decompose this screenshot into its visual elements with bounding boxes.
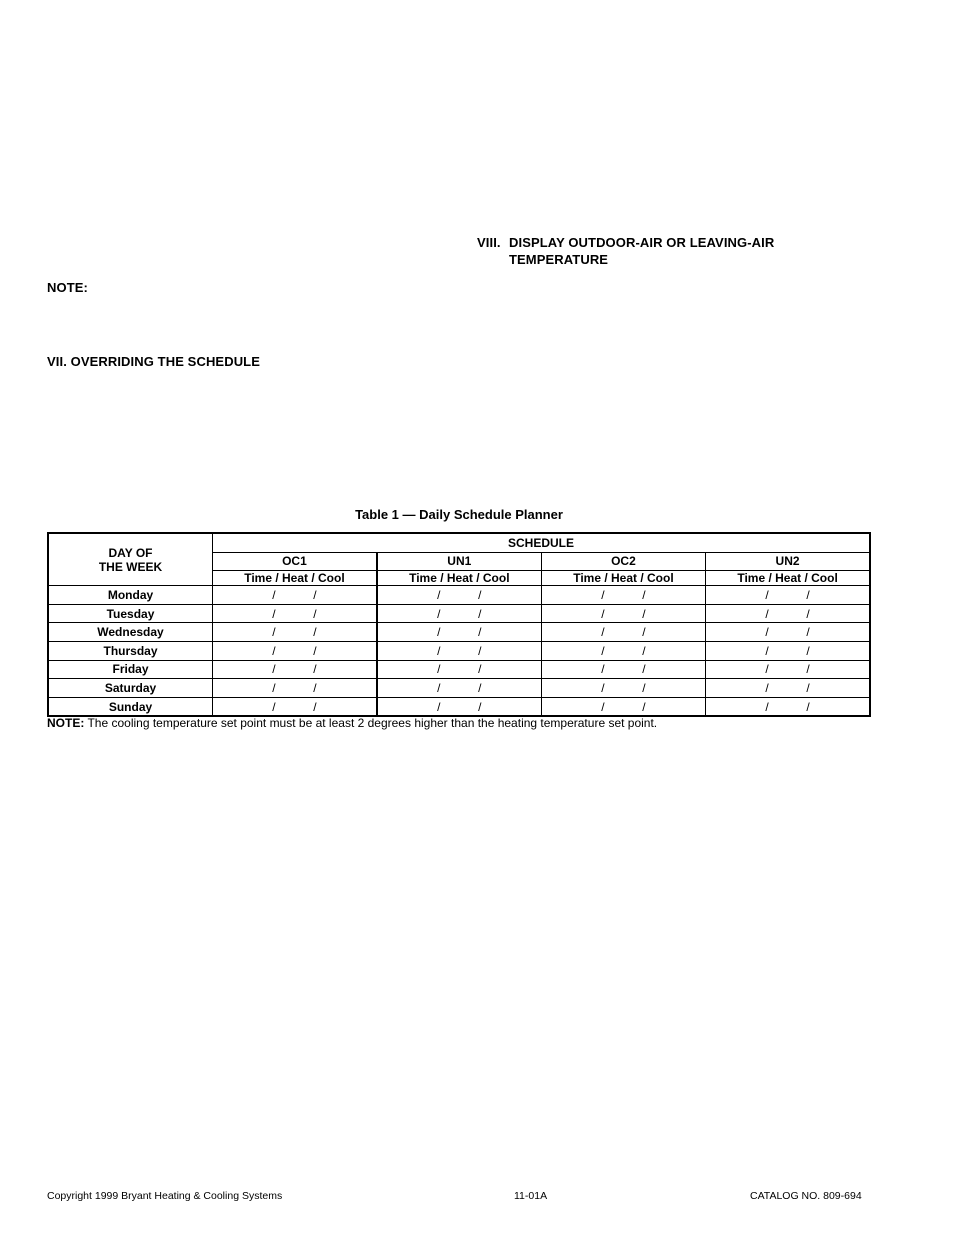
slot-separator: /: [765, 643, 769, 658]
footer-code: 11-01A: [514, 1190, 548, 1202]
slot-separator: /: [642, 606, 646, 621]
schedule-slot-oc1: [213, 586, 377, 605]
schedule-slot-un1: [377, 697, 541, 716]
schedule-slot-oc1: [213, 697, 377, 716]
section-title-line1: DISPLAY OUTDOOR-AIR OR LEAVING-AIR: [509, 235, 775, 250]
slot-separator: /: [272, 625, 276, 640]
schedule-slot-un2: [706, 697, 870, 716]
slot-separator: /: [437, 606, 441, 621]
subheader-un2: Time / Heat / Cool: [706, 571, 870, 586]
table-note-text: The cooling temperature set point must be at least 2 degrees higher than the heating temperature set point.: [84, 716, 658, 730]
slot-separator: /: [313, 680, 317, 695]
schedule-slot-oc1: [213, 604, 377, 623]
schedule-slot-un2: [706, 660, 870, 679]
slot-separator: /: [437, 643, 441, 658]
section-heading-viii: [477, 234, 774, 268]
slot-separator: /: [601, 587, 605, 602]
slot-separator: /: [272, 699, 276, 714]
schedule-slot-oc2: [541, 604, 705, 623]
day-cell: Sunday: [48, 697, 213, 716]
slot-separator: /: [601, 625, 605, 640]
slot-separator: /: [806, 606, 810, 621]
day-cell: Saturday: [48, 679, 213, 698]
slot-separator: /: [806, 625, 810, 640]
schedule-slot-un1: [377, 679, 541, 698]
slot-separator: /: [272, 662, 276, 677]
section-number: VIII.: [477, 235, 501, 250]
slot-separator: /: [642, 680, 646, 695]
table-row: [48, 660, 870, 679]
slot-separator: /: [437, 587, 441, 602]
slot-separator: /: [765, 662, 769, 677]
slot-separator: /: [313, 625, 317, 640]
day-cell: Monday: [48, 586, 213, 605]
day-cell: Wednesday: [48, 623, 213, 642]
slot-separator: /: [272, 587, 276, 602]
schedule-slot-un2: [706, 604, 870, 623]
slot-separator: /: [765, 680, 769, 695]
schedule-slot-un2: [706, 623, 870, 642]
schedule-slot-un1: [377, 660, 541, 679]
schedule-header: SCHEDULE: [213, 533, 871, 552]
slot-separator: /: [642, 699, 646, 714]
slot-separator: /: [765, 625, 769, 640]
schedule-slot-oc2: [541, 679, 705, 698]
section-title-line2: TEMPERATURE: [509, 252, 609, 267]
schedule-slot-oc2: [541, 697, 705, 716]
schedule-slot-oc2: [541, 623, 705, 642]
slot-separator: /: [437, 662, 441, 677]
subheader-oc1: Time / Heat / Cool: [213, 571, 377, 586]
footer-copyright: Copyright 1999 Bryant Heating & Cooling Systems: [47, 1190, 283, 1202]
slot-separator: /: [478, 643, 482, 658]
table-caption: Table 1 — Daily Schedule Planner: [355, 507, 563, 522]
slot-separator: /: [806, 587, 810, 602]
slot-separator: /: [765, 606, 769, 621]
slot-separator: /: [478, 606, 482, 621]
schedule-slot-oc1: [213, 660, 377, 679]
slot-separator: /: [478, 662, 482, 677]
slot-separator: /: [272, 643, 276, 658]
slot-separator: /: [437, 699, 441, 714]
slot-separator: /: [478, 587, 482, 602]
table-note-label: NOTE:: [47, 716, 85, 730]
section-heading-vii: VII. OVERRIDING THE SCHEDULE: [47, 354, 260, 369]
slot-separator: /: [272, 680, 276, 695]
slot-separator: /: [806, 699, 810, 714]
slot-separator: /: [642, 662, 646, 677]
schedule-slot-oc2: [541, 660, 705, 679]
slot-separator: /: [601, 680, 605, 695]
period-header-un2: UN2: [706, 552, 870, 571]
schedule-planner-table: [47, 532, 871, 717]
slot-separator: /: [437, 625, 441, 640]
subheader-un1: Time / Heat / Cool: [377, 571, 541, 586]
day-cell: Thursday: [48, 641, 213, 660]
slot-separator: /: [642, 587, 646, 602]
schedule-slot-un2: [706, 679, 870, 698]
slot-separator: /: [806, 643, 810, 658]
table-row: [48, 679, 870, 698]
table-row: [48, 623, 870, 642]
slot-separator: /: [313, 587, 317, 602]
slot-separator: /: [642, 643, 646, 658]
slot-separator: /: [601, 606, 605, 621]
schedule-slot-un1: [377, 604, 541, 623]
schedule-slot-un2: [706, 641, 870, 660]
schedule-slot-oc2: [541, 586, 705, 605]
slot-separator: /: [806, 680, 810, 695]
period-header-un1: UN1: [377, 552, 541, 571]
slot-separator: /: [313, 643, 317, 658]
schedule-slot-oc1: [213, 679, 377, 698]
schedule-slot-un1: [377, 586, 541, 605]
slot-separator: /: [601, 662, 605, 677]
period-header-oc2: OC2: [541, 552, 705, 571]
schedule-slot-oc2: [541, 641, 705, 660]
note-heading: NOTE:: [47, 280, 88, 295]
schedule-slot-un2: [706, 586, 870, 605]
schedule-slot-oc1: [213, 623, 377, 642]
schedule-slot-oc1: [213, 641, 377, 660]
slot-separator: /: [478, 699, 482, 714]
schedule-slot-un1: [377, 623, 541, 642]
table-row: [48, 641, 870, 660]
slot-separator: /: [765, 699, 769, 714]
table-note: [47, 716, 657, 730]
slot-separator: /: [806, 662, 810, 677]
day-of-week-header: DAY OF THE WEEK: [48, 533, 213, 586]
slot-separator: /: [642, 625, 646, 640]
slot-separator: /: [601, 643, 605, 658]
slot-separator: /: [478, 680, 482, 695]
slot-separator: /: [272, 606, 276, 621]
table-row: [48, 697, 870, 716]
slot-separator: /: [601, 699, 605, 714]
table-row: [48, 586, 870, 605]
slot-separator: /: [313, 662, 317, 677]
day-cell: Friday: [48, 660, 213, 679]
period-header-oc1: OC1: [213, 552, 377, 571]
subheader-oc2: Time / Heat / Cool: [541, 571, 705, 586]
slot-separator: /: [478, 625, 482, 640]
table-row: [48, 604, 870, 623]
slot-separator: /: [765, 587, 769, 602]
day-cell: Tuesday: [48, 604, 213, 623]
slot-separator: /: [437, 680, 441, 695]
schedule-slot-un1: [377, 641, 541, 660]
slot-separator: /: [313, 606, 317, 621]
footer-catalog: CATALOG NO. 809-694: [750, 1190, 862, 1202]
slot-separator: /: [313, 699, 317, 714]
